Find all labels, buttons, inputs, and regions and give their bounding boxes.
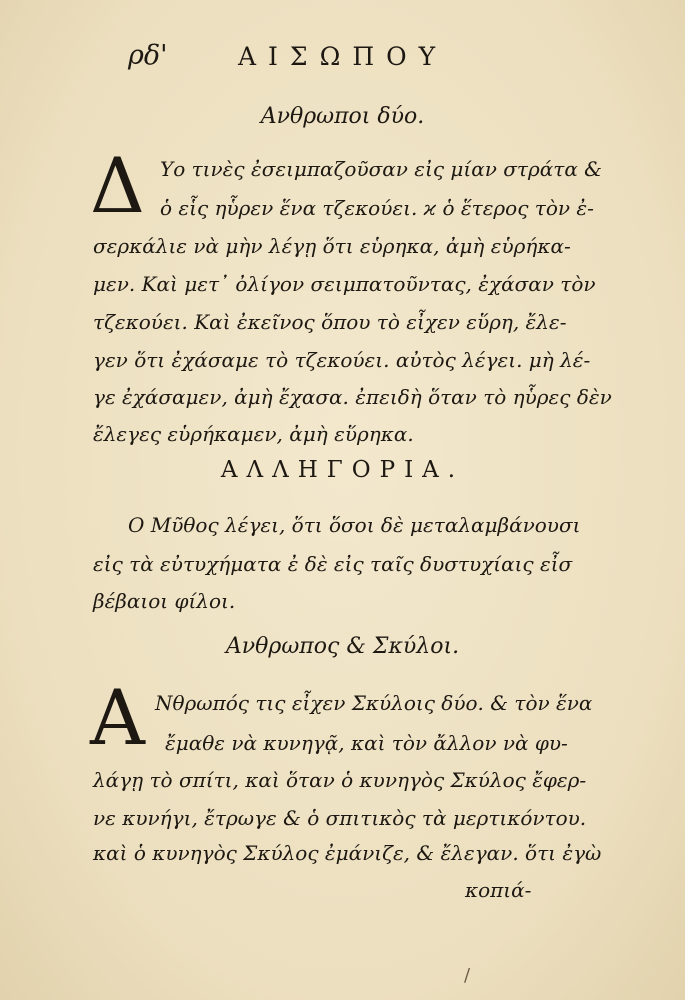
allegory-line-2: εἰς τὰ εὐτυχήματα ἐ δὲ εἰς ταῖς δυστυχίαις εἶσ (93, 552, 573, 576)
signature-mark: / (464, 965, 471, 986)
fable2-line-3: λάγῃ τὸ σπίτι, καὶ ὅταν ὁ κυνηγὸς Σκύλος ἔφερ- (93, 768, 587, 792)
fable2-line-4: νε κυνήγι, ἔτρωγε & ὁ σπιτικὸς τὰ μερτικόντου. (93, 806, 587, 830)
allegory-line-3: βέβαιοι φίλοι. (93, 589, 236, 613)
fable2-line-5: καὶ ὁ κυνηγὸς Σκύλος ἐμάνιζε, & ἔλεγαν. ὅτι ἐγὼ (93, 841, 602, 865)
fable1-line-4: μεν. Καὶ μετ᾽ ὀλίγον σειμπατοῦντας, ἐχάσαν τὸν (93, 272, 596, 296)
fable2-line-1: Νθρωπός τις εἶχεν Σκύλοις δύο. & τὸν ἕνα (155, 691, 593, 715)
fable1-line-1: Υο τινὲς ἐσειμπαζοῦσαν εἰς μίαν στράτα & (160, 157, 602, 181)
fable-title-2: Ανθρωπος & Σκύλοι. (225, 634, 460, 659)
fable1-line-8: ἔλεγες εὑρήκαμεν, ἀμὴ εὕρηκα. (93, 422, 414, 446)
drop-cap-2: Α (90, 673, 145, 762)
drop-cap-1: Δ (90, 141, 145, 230)
fable1-line-2: ὁ εἷς ηὗρεν ἕνα τζεκούει. ϰ ὁ ἕτερος τὸν ἐ- (160, 196, 594, 220)
running-head (0, 40, 685, 80)
fable1-line-5: τζεκούει. Καὶ ἐκεῖνος ὅπου τὸ εἶχεν εὕρη, ἔλε- (93, 310, 567, 334)
catchword: κοπιά- (465, 878, 532, 902)
folio-number: ρδ' (128, 40, 168, 71)
fable1-line-3: σερκάλιε νὰ μὴν λέγῃ ὅτι εὑρηκα, ἀμὴ εὑρήκα- (93, 234, 571, 258)
running-head-title: ΑΙΣΩΠΟΥ (238, 42, 448, 71)
fable1-line-7: γε ἐχάσαμεν, ἀμὴ ἔχασα. ἐπειδὴ ὅταν τὸ ηὗρες δὲν (93, 385, 612, 409)
allegory-line-1: Ο Μῦθος λέγει, ὅτι ὅσοι δὲ μεταλαμβάνουσι (128, 513, 581, 537)
allegory-heading: ΑΛΛΗΓΟΡΙΑ. (220, 457, 465, 483)
fable-title-1: Ανθρωποι δύο. (260, 104, 425, 129)
fable1-line-6: γεν ὅτι ἐχάσαμε τὸ τζεκούει. αὐτὸς λέγει. μὴ λέ- (93, 348, 591, 372)
fable2-line-2: ἔμαθε νὰ κυνηγᾷ, καὶ τὸν ἄλλον νὰ φυ- (165, 731, 568, 755)
